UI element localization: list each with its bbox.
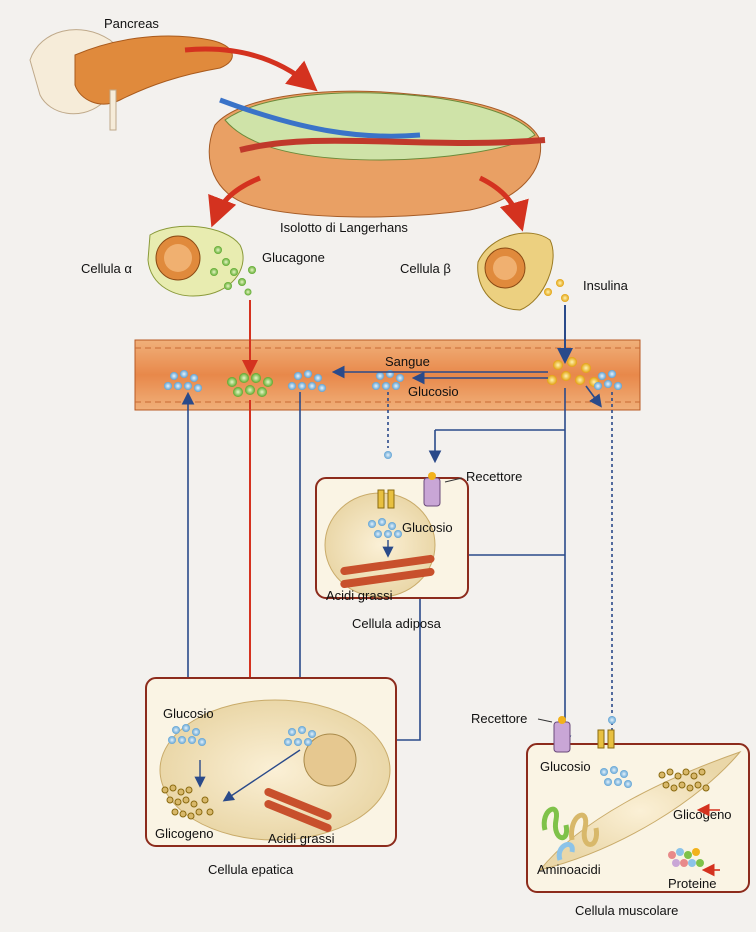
proteins-label: Proteine: [668, 876, 717, 891]
adipose-cell-label: Cellula adiposa: [352, 616, 441, 631]
beta-cell-label: Cellula β: [400, 261, 451, 276]
glycogen-muscle-label: Glicogeno: [673, 807, 732, 822]
glucose-liver-label: Glucosio: [163, 706, 214, 721]
glucose-blood-label: Glucosio: [408, 384, 459, 399]
muscle-cell-label: Cellula muscolare: [575, 903, 679, 918]
insulin-label: Insulina: [583, 278, 628, 293]
alpha-cell-label: Cellula α: [81, 261, 132, 276]
islet-label: Isolotto di Langerhans: [280, 220, 408, 235]
glucose-dot-adipose-entry: [384, 451, 392, 459]
islet-illustration: [209, 91, 545, 217]
amino-acids-label: Aminoacidi: [537, 862, 601, 877]
fatty-acids-adipose-label: Acidi grassi: [326, 588, 393, 603]
pancreas-label: Pancreas: [104, 16, 159, 31]
liver-cell-label: Cellula epatica: [208, 862, 294, 877]
glucose-adipose-label: Glucosio: [402, 520, 453, 535]
receptor-muscle-label: Recettore: [471, 711, 528, 726]
glucose-muscle-label: Glucosio: [540, 759, 591, 774]
receptor-adipose-label: Recettore: [466, 469, 523, 484]
blood-label: Sangue: [385, 354, 430, 369]
glucose-dot-muscle-entry: [608, 716, 616, 724]
glycogen-liver-label: Glicogeno: [155, 826, 214, 841]
glucagon-label: Glucagone: [262, 250, 325, 265]
fatty-acids-liver-label: Acidi grassi: [268, 831, 335, 846]
liver-cell-body: [160, 700, 390, 840]
